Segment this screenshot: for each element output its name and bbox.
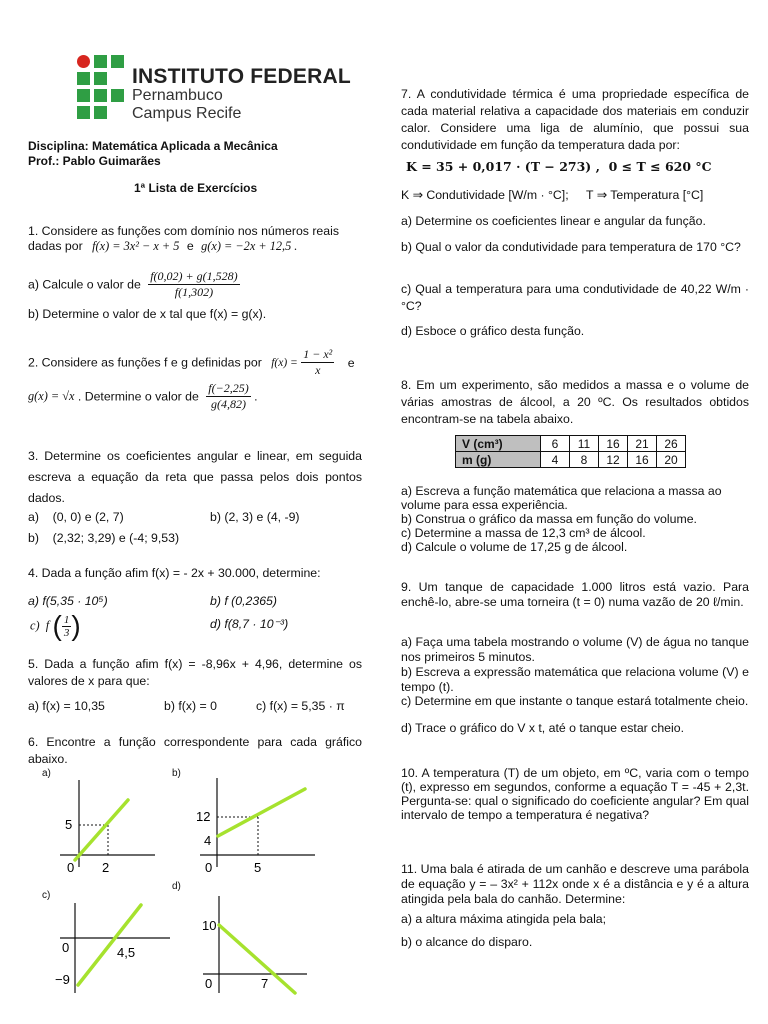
q4-c-denominator: 3: [63, 626, 70, 639]
q8-table: [455, 435, 686, 468]
q1-line2: [28, 239, 297, 254]
q7-b: b) Qual o valor da condutividade para temperatura de 170 °C?: [401, 240, 741, 254]
q3-text: 3. Determine os coeficientes angular e linear, em seguida escreva a equação da reta que passa pelos dois pontos dados.: [28, 449, 362, 505]
x-int: 7: [261, 976, 269, 991]
y-int: 10: [202, 918, 217, 933]
q2-start: 2. Considere as funções f e g definidas por: [28, 355, 262, 370]
table-cell: 4: [541, 452, 570, 468]
origin: 0: [205, 860, 213, 875]
q9-a: a) Faça uma tabela mostrando o volume (V) de água no tanque nos primeiros 5 minutos.: [401, 635, 749, 664]
q5-text: 5. Dada a função afim f(x) = -8,96x + 4,96, determine os valores de x para que:: [28, 657, 362, 688]
x-mark: 5: [254, 860, 262, 875]
table-cell: 11: [570, 436, 599, 452]
q7-formula: K = 35 + 0,017 · (T − 273) , 0 ≤ T ≤ 620 °C: [406, 159, 712, 174]
q1-a-label: a) Calcule o valor de: [28, 277, 141, 292]
logo-square: [94, 106, 107, 119]
q7-legend-k: K ⇒ Condutividade [W/m · °C];: [401, 188, 569, 202]
q8-text: 8. Em um experimento, são medidos a massa e o volume de várias amostras de álcool, a 20 ºC. Os resultados obtidos encontram-se na tabela abaixo.: [401, 378, 749, 426]
table-header-mass: m (g): [456, 452, 541, 468]
q6-graph-c-label: c): [42, 890, 51, 901]
q7-legend-t: T ⇒ Temperatura [°C]: [586, 188, 704, 202]
q1-f-definition: f(x) = 3x² − x + 5: [92, 239, 180, 253]
table-cell: 8: [570, 452, 599, 468]
q2-f-fraction: [301, 347, 334, 378]
q6-text: 6. Encontre a função correspondente para cada gráfico abaixo.: [28, 735, 362, 766]
q7-legend: [401, 188, 703, 202]
x-mark: 2: [102, 860, 110, 875]
q8-d: d) Calcule o volume de 17,25 g de álcool.: [401, 540, 628, 554]
q1-a: [28, 269, 240, 300]
q9-c: c) Determine em que instante o tanque estará totalmente cheio.: [401, 694, 749, 708]
q4-c: [30, 610, 81, 642]
origin: 0: [62, 940, 70, 955]
y-mark: 5: [65, 817, 73, 832]
origin: 0: [67, 860, 75, 875]
q4-text: 4. Dada a função afim f(x) = - 2x + 30.000, determine:: [28, 566, 321, 580]
q9-text: 9. Um tanque de capacidade 1.000 litros está vazio. Para enchê-lo, abre-se uma torneira (t = 0) numa vazão de 20 ℓ/min.: [401, 580, 749, 609]
q9-b: b) Escreva a expressão matemática que relaciona volume (V) e tempo (t).: [401, 665, 749, 694]
q4-c-paren-open: (: [52, 610, 62, 641]
table-cell: 21: [628, 436, 657, 452]
org-campus: Campus Recife: [132, 105, 242, 122]
q4-c-label: c) f: [30, 618, 50, 633]
q4-b: b) f (0,2365): [210, 594, 277, 608]
q1-a-fraction: [148, 269, 239, 300]
logo-square: [111, 55, 124, 68]
q2-e: e: [347, 355, 355, 370]
q1-and: e: [186, 239, 194, 253]
q2-mid: . Determine o valor de: [77, 389, 199, 404]
y-top: 12: [196, 809, 211, 824]
q8-a: a) Escreva a função matemática que relaciona a massa ao volume para essa experiência.: [401, 484, 722, 512]
q11-b: b) o alcance do disparo.: [401, 935, 533, 949]
org-state: Pernambuco: [132, 87, 223, 104]
q7-c: c) Qual a temperatura para uma condutividade de 40,22 W/m · °C?: [401, 282, 749, 313]
institution-logo: [77, 55, 351, 135]
q6-graph-d-label: d): [172, 881, 181, 892]
q2-end: .: [254, 389, 258, 404]
logo-red-circle: [77, 55, 90, 68]
logo-square: [77, 106, 90, 119]
q4-c-fraction: [62, 614, 72, 639]
q3-b: b) (2, 3) e (4, -9): [210, 510, 300, 524]
logo-square: [77, 89, 90, 102]
discipline: Disciplina: Matemática Aplicada a Mecânica: [28, 139, 278, 153]
logo-square: [94, 55, 107, 68]
q10-text: 10. A temperatura (T) de um objeto, em ºC, varia com o tempo (t), expresso em segundos, conforme a equação T = -45 + 2,3t. Pergunta-se: qual o significado do coeficiente angular? Em qual intervalo de tempo a temperatura é negativa?: [401, 766, 749, 822]
table-cell: 16: [599, 436, 628, 452]
q2-numerator: f(−2,25): [208, 381, 249, 395]
q4-a: a) f(5,35 · 10⁵): [28, 594, 108, 608]
q11-a: a) a altura máxima atingida pela bala;: [401, 912, 607, 926]
logo-square: [111, 89, 124, 102]
table-cell: 20: [657, 452, 686, 468]
q9-d: d) Trace o gráfico do V x t, até o tanque estar cheio.: [401, 721, 684, 735]
q1-b: b) Determine o valor de x tal que f(x) = g(x).: [28, 307, 267, 321]
table-cell: 12: [599, 452, 628, 468]
q7-a: a) Determine os coeficientes linear e angular da função.: [401, 214, 706, 228]
q2-line1: [28, 347, 362, 378]
q6-graph-a: [55, 775, 165, 880]
q4-c-paren-close: ): [71, 610, 81, 641]
professor: Prof.: Pablo Guimarães: [28, 154, 161, 168]
table-cell: 16: [628, 452, 657, 468]
logo-square: [94, 72, 107, 85]
q11-text: 11. Uma bala é atirada de um canhão e descreve uma parábola de equação y = – 3x² + 112x onde x é a distância e y é a altura atingida pela bala do canhão. Determine:: [401, 862, 749, 906]
q6-graph-c: [55, 893, 175, 998]
logo-square: [77, 72, 90, 85]
x-int: 4,5: [117, 945, 136, 960]
q4-d: d) f(8,7 · 10⁻³): [210, 617, 289, 631]
q2-f-numerator: 1 − x²: [303, 347, 333, 361]
logo-square: [94, 89, 107, 102]
list-title: 1ª Lista de Exercícios: [134, 181, 258, 195]
q8-b: b) Construa o gráfico da massa em função do volume.: [401, 512, 697, 526]
q2-f-lhs: f(x) =: [271, 356, 298, 369]
q7-d: d) Esboce o gráfico desta função.: [401, 324, 585, 338]
origin: 0: [205, 976, 213, 991]
org-name: INSTITUTO FEDERAL: [132, 65, 351, 88]
q6-graph-d: [195, 893, 315, 998]
table-header-volume: V (cm³): [456, 436, 541, 452]
q7-text: 7. A condutividade térmica é uma propriedade específica de cada material relativa a capacidade dos materiais em conduzir calor. Considere uma liga de alumínio, que possui sua condutividade em função da temperatura dada por:: [401, 87, 749, 152]
function-line: [75, 800, 128, 860]
q5-b: b) f(x) = 0: [164, 699, 217, 713]
q6-graph-a-label: a): [42, 768, 51, 779]
q1-dadas-por: dadas por: [28, 239, 83, 253]
q2-line2: [28, 381, 258, 412]
q6-graph-b-label: b): [172, 768, 181, 779]
q1-a-numerator: f(0,02) + g(1,528): [150, 269, 238, 283]
q1-a-denominator: f(1,302): [174, 285, 214, 299]
q1-g-definition: g(x) = −2x + 12,5 .: [201, 239, 298, 253]
q4-c-numerator: 1: [63, 613, 70, 626]
table-row: [456, 452, 686, 468]
function-line: [219, 925, 295, 993]
q2-fraction: [206, 381, 250, 412]
q6-graph-b: [190, 775, 320, 880]
y-int: 4: [204, 833, 212, 848]
q1-line1: 1. Considere as funções com domínio nos números reais: [28, 224, 339, 238]
q2-f-denominator: x: [315, 363, 321, 377]
table-row: [456, 436, 686, 452]
table-cell: 26: [657, 436, 686, 452]
q5-c: c) f(x) = 5,35 · π: [256, 699, 345, 713]
q2-denominator: g(4,82): [211, 397, 246, 411]
q5-a: a) f(x) = 10,35: [28, 699, 105, 713]
q2-g-definition: g(x) = √x: [28, 389, 75, 403]
q3-b2: b) (2,32; 3,29) e (-4; 9,53): [28, 531, 180, 545]
table-cell: 6: [541, 436, 570, 452]
q8-c: c) Determine a massa de 12,3 cm³ de álcool.: [401, 526, 646, 540]
y-int: −9: [55, 972, 70, 987]
q3-a: a) (0, 0) e (2, 7): [28, 510, 124, 524]
function-line: [218, 789, 305, 836]
